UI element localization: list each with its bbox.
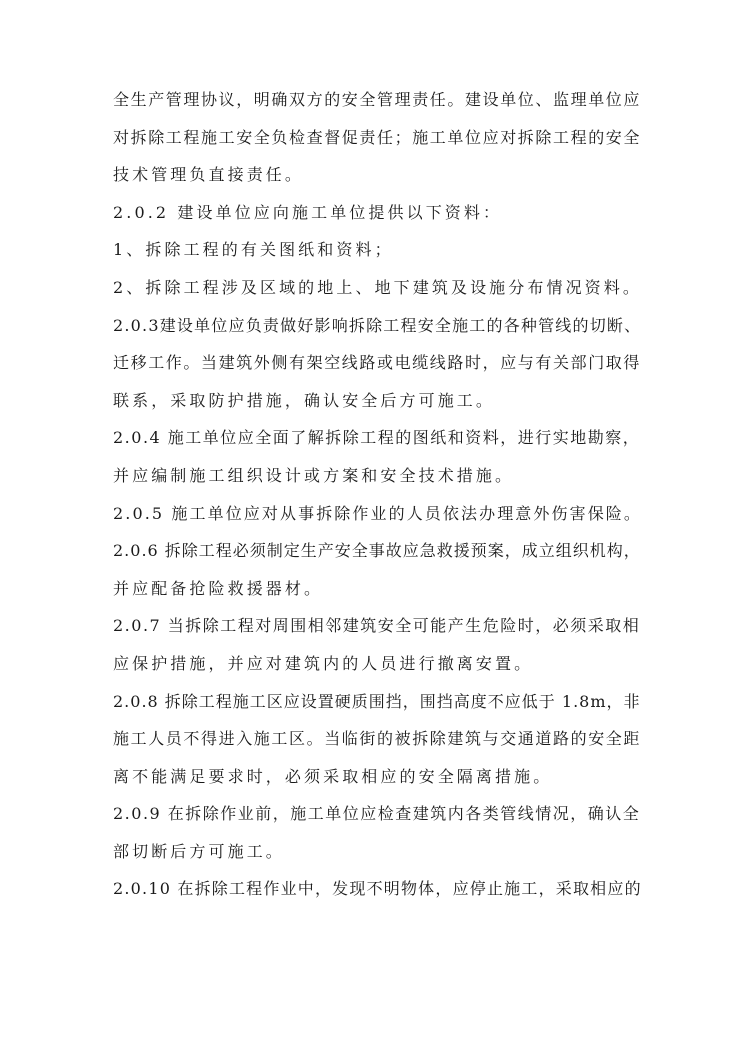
text-line: 施工人员不得进入施工区。当临街的被拆除建筑与交通道路的安全距 bbox=[113, 729, 642, 749]
clause-heading: 2.0.6 拆除工程必须制定生产安全事故应急救援预案，成立组织机构， bbox=[113, 541, 641, 561]
text-line: 并应配备抢险救援器材。 bbox=[113, 578, 324, 598]
clause-heading: 2.0.9 在拆除作业前，施工单位应检查建筑内各类管线情况，确认全 bbox=[113, 804, 641, 824]
text-line: 应保护措施，并应对建筑内的人员进行撤离安置。 bbox=[113, 653, 534, 673]
document-body bbox=[113, 90, 643, 917]
clause-heading: 2.0.4 施工单位应全面了解拆除工程的图纸和资料，进行实地勘察， bbox=[113, 428, 641, 448]
list-item: 1、拆除工程的有关图纸和资料； bbox=[113, 240, 394, 260]
text-line: 离不能满足要求时，必须采取相应的安全隔离措施。 bbox=[113, 766, 553, 786]
text-line: 技术管理负直接责任。 bbox=[113, 165, 305, 185]
clause-heading: 2.0.2 建设单位应向施工单位提供以下资料： bbox=[113, 202, 503, 222]
clause-heading: 2.0.5 施工单位应对从事拆除作业的人员依法办理意外伤害保险。 bbox=[113, 503, 642, 523]
clause-heading: 2.0.8 拆除工程施工区应设置硬质围挡，围挡高度不应低于 1.8m，非 bbox=[113, 691, 641, 711]
clause-heading: 2.0.3建设单位应负责做好影响拆除工程安全施工的各种管线的切断、 bbox=[113, 315, 642, 335]
text-line: 并应编制施工组织设计或方案和安全技术措施。 bbox=[113, 465, 515, 485]
text-line: 对拆除工程施工安全负检查督促责任；施工单位应对拆除工程的安全 bbox=[113, 127, 642, 147]
clause-heading: 2.0.7 当拆除工程对周围相邻建筑安全可能产生危险时，必须采取相 bbox=[113, 616, 641, 636]
text-line: 联系，采取防护措施，确认安全后方可施工。 bbox=[113, 390, 496, 410]
clause-heading: 2.0.10 在拆除工程作业中，发现不明物体，应停止施工，采取相应的 bbox=[113, 879, 642, 899]
text-line: 迁移工作。当建筑外侧有架空线路或电缆线路时，应与有关部门取得 bbox=[113, 353, 642, 373]
text-line: 部切断后方可施工。 bbox=[113, 841, 285, 861]
list-item: 2、拆除工程涉及区域的地上、地下建筑及设施分布情况资料。 bbox=[113, 277, 642, 297]
text-line: 全生产管理协议，明确双方的安全管理责任。建设单位、监理单位应 bbox=[113, 90, 642, 109]
